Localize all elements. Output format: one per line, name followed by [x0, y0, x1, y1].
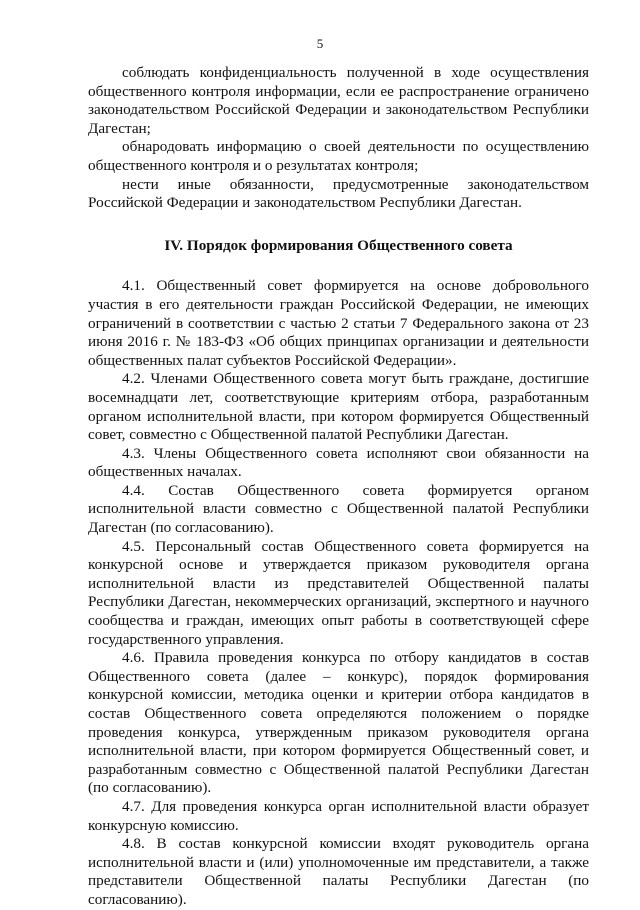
paragraph-4-1: 4.1. Общественный совет формируется на основе добровольного участия в его деятельности граждан Российской Федерации, не имеющих ограничений в соответствии с частью 2 статьи 7 Федерального закона от 23 июня 2016 г. № 183-ФЗ «Об общих принципах организации и деятельности общественных палат субъектов Российской Федерации».: [88, 277, 589, 369]
paragraph-4-7: 4.7. Для проведения конкурса орган исполнительной власти образует конкурсную комиссию.: [88, 797, 589, 834]
paragraph-4-2: 4.2. Членами Общественного совета могут быть граждане, достигшие восемнадцати лет, соответствующие критериям отбора, разработанным органом исполнительной власти, при котором формируется Общественный совет, совместно с Общественной палатой Республики Дагестан.: [88, 370, 589, 444]
paragraph-4-4: 4.4. Состав Общественного совета формируется органом исполнительной власти совместно с Общественной палатой Республики Дагестан (по согласованию).: [88, 481, 589, 537]
paragraph-4-8: 4.8. В состав конкурсной комиссии входят руководитель органа исполнительной власти и (или) уполномоченные им представители, а также представители Общественной палаты Республики Дагестан (по согласованию).: [88, 835, 589, 908]
page-number: 5: [316, 36, 324, 51]
section-title: IV. Порядок формирования Общественного совета: [164, 236, 513, 254]
paragraph-4-3: 4.3. Члены Общественного совета исполняют свои обязанности на общественных началах.: [88, 444, 589, 481]
paragraph: обнародовать информацию о своей деятельности по осуществлению общественного контроля и о результатах контроля;: [88, 138, 589, 174]
paragraph-4-5: 4.5. Персональный состав Общественного совета формируется на конкурсной основе и утверждается приказом руководителя органа исполнительной власти из представителей Общественной палаты Республики Дагестан, некоммерческих организаций, экспертного и научного сообщества и граждан, имеющих опыт работы в соответствующей сфере государственного управления.: [88, 537, 589, 648]
document-body: [88, 64, 589, 910]
paragraph-4-6: 4.6. Правила проведения конкурса по отбору кандидатов в состав Общественного совета (далее – конкурс), порядок формирования конкурсной комиссии, методика оценки и критерии отбора кандидатов в состав Общественного совета определяются положением о порядке проведения конкурса, утвержденным приказом руководителя органа исполнительной власти, при котором формируется Общественный совет, и разработанным совместно с Общественной палатой Республики Дагестан (по согласованию).: [88, 649, 589, 797]
paragraph: нести иные обязанности, предусмотренные законодательством Российской Федерации и законодательством Республики Дагестан.: [88, 175, 589, 212]
paragraph: соблюдать конфиденциальность полученной в ходе осуществления общественного контроля информации, если ее распространение ограничено законодательством Российской Федерации и законодательством Республики Дагестан;: [88, 64, 589, 137]
